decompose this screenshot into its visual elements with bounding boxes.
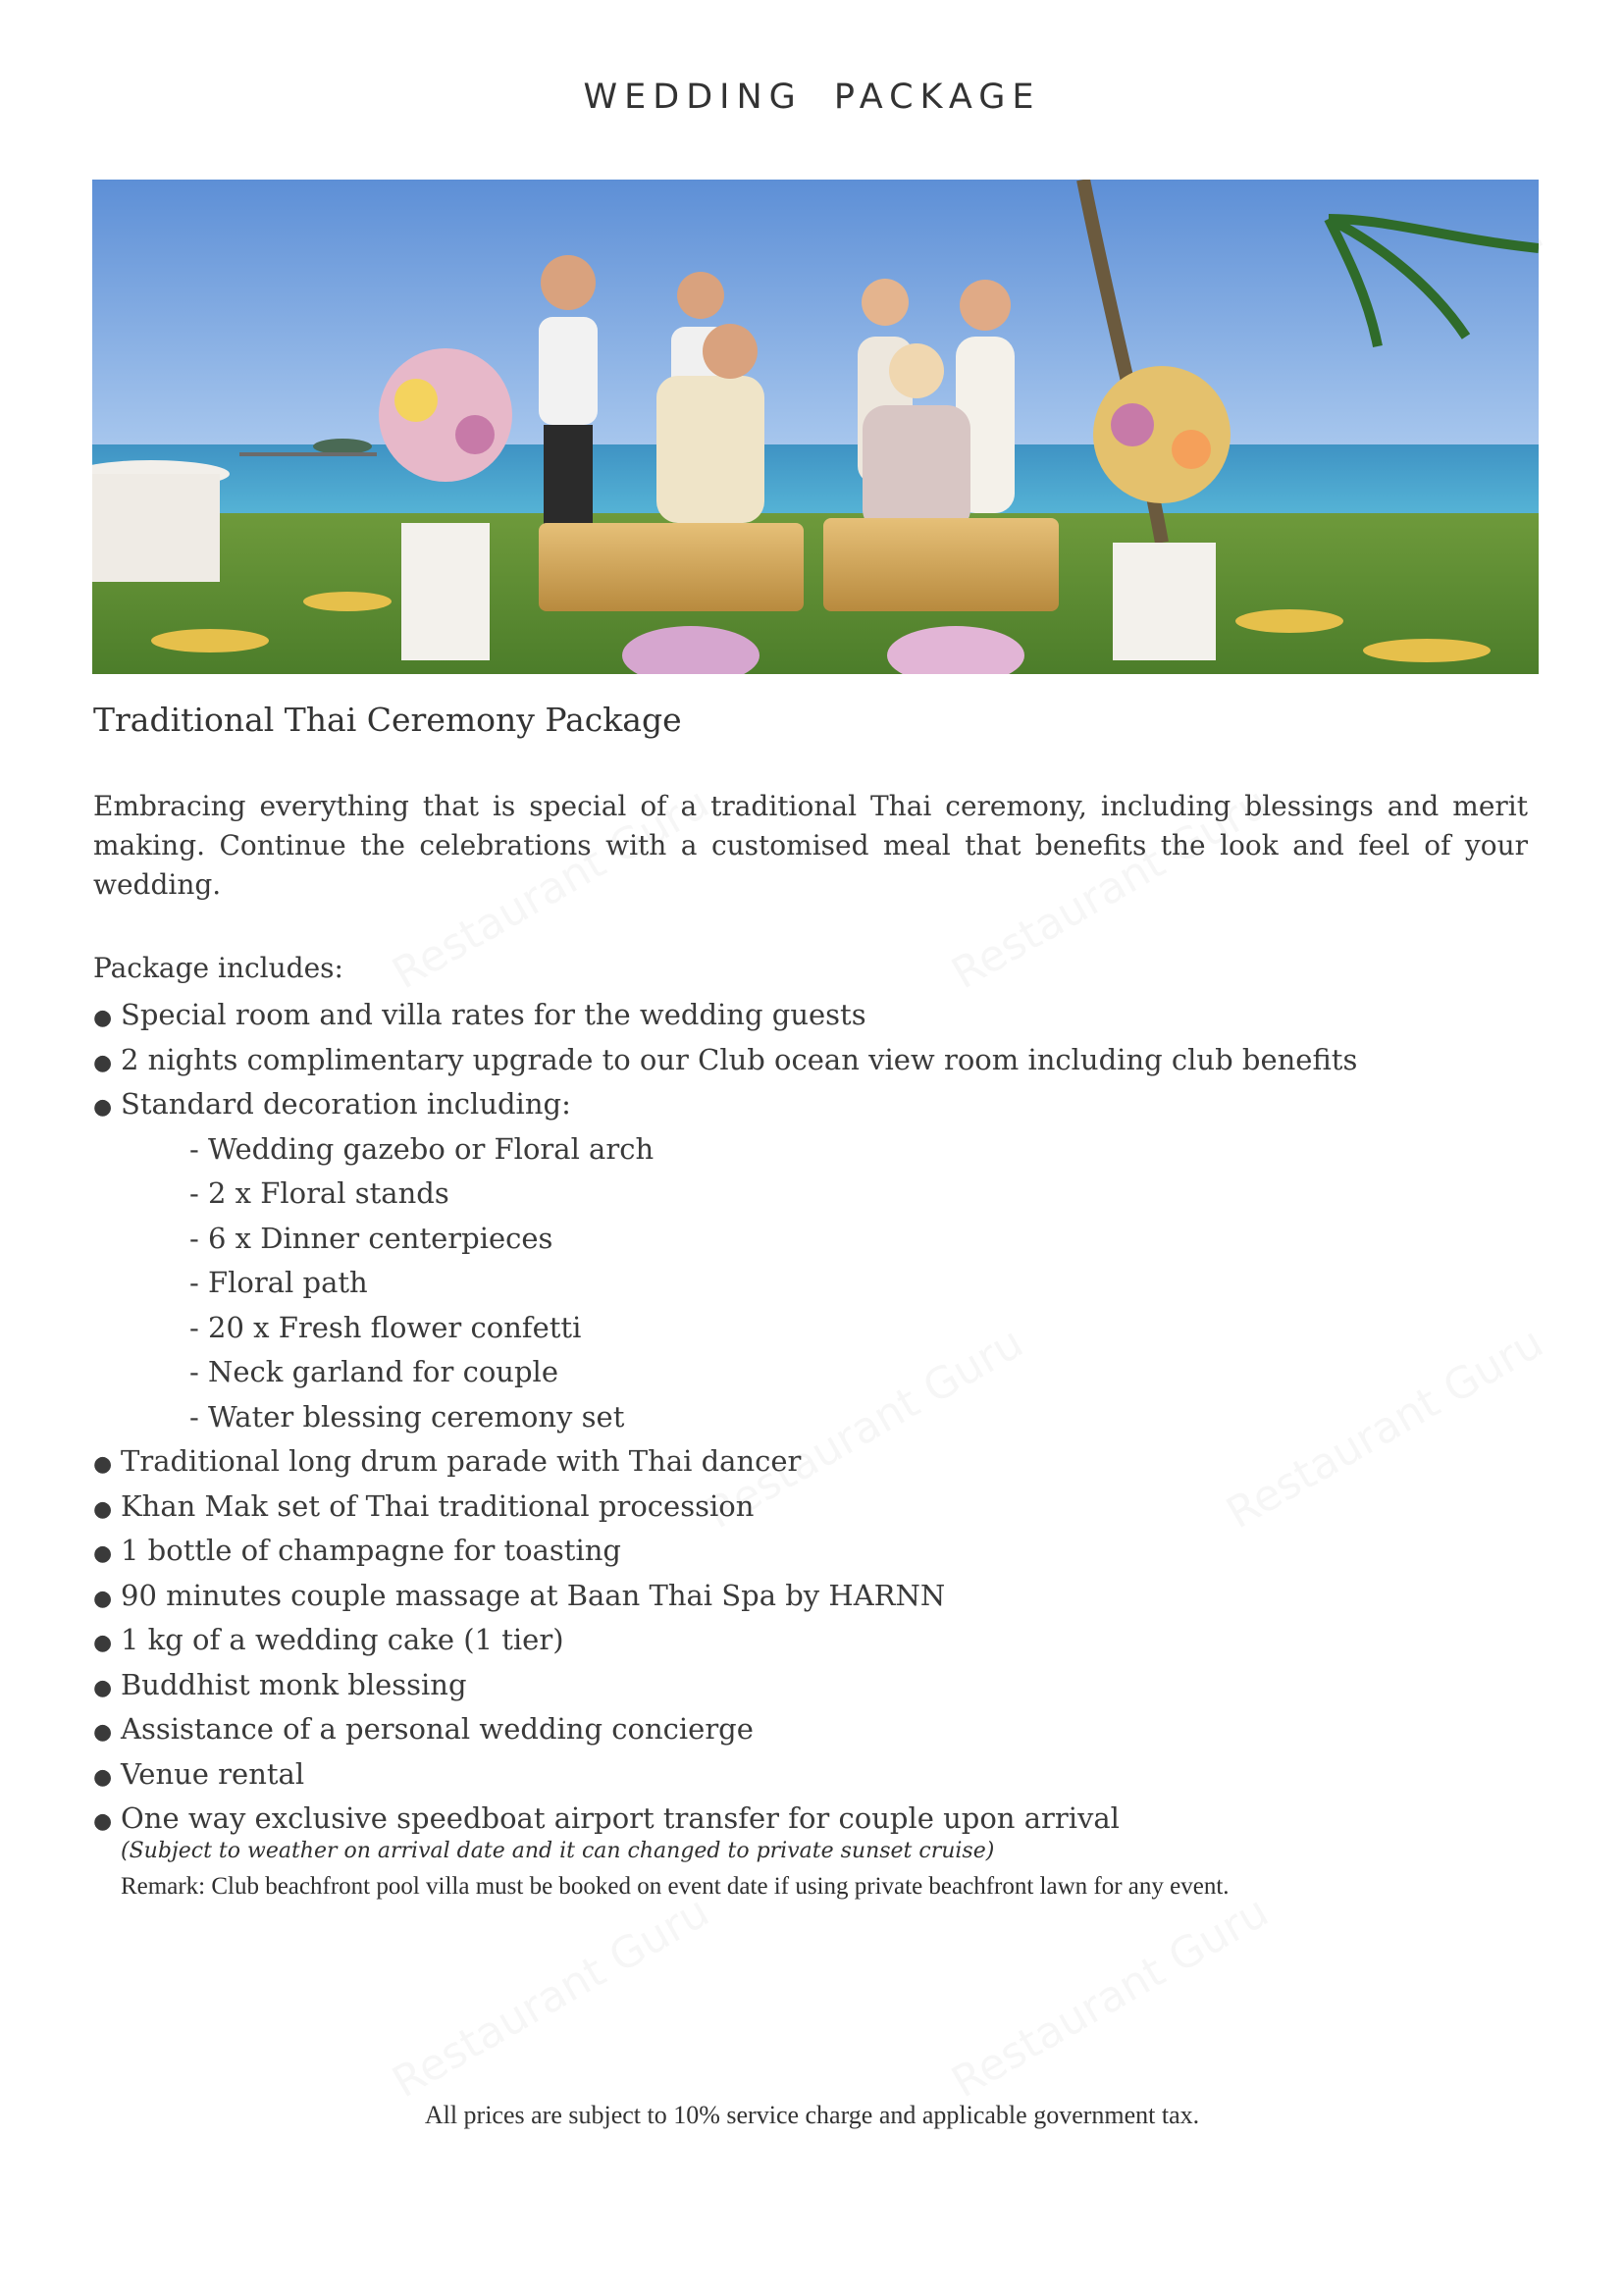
list-item-text: - Neck garland for couple (189, 1355, 558, 1388)
bullet-icon: ● (93, 1675, 113, 1700)
sub-list-item (93, 1261, 1357, 1306)
package-title: Traditional Thai Ceremony Package (93, 701, 682, 739)
bullet-icon: ● (93, 1541, 113, 1566)
sub-list-item (93, 1172, 1357, 1217)
list-item (93, 1529, 1357, 1574)
list-item (93, 1707, 1357, 1752)
list-item (93, 1574, 1357, 1619)
list-item-text: Standard decoration including: (121, 1087, 571, 1121)
list-item-text: 1 bottle of champagne for toasting (121, 1534, 621, 1567)
list-item-text: Traditional long drum parade with Thai dancer (121, 1444, 802, 1478)
sub-list-item (93, 1127, 1357, 1173)
list-item-text: Khan Mak set of Thai traditional procession (121, 1488, 755, 1523)
list-item (93, 993, 1357, 1038)
intro-paragraph: Embracing everything that is special of a traditional Thai ceremony, including blessings and merit making. Continue the celebrations with a customised meal that benefits the look and feel of your wedding. (93, 790, 1528, 901)
list-item (93, 1618, 1357, 1663)
list-item-text: Buddhist monk blessing (121, 1667, 467, 1701)
bullet-icon: ● (93, 1809, 113, 1834)
list-item-text: - Wedding gazebo or Floral arch (189, 1131, 655, 1166)
weather-note: (Subject to weather on arrival date and it can changed to private sunset cruise) (121, 1839, 995, 1863)
list-item (93, 1485, 1357, 1530)
page-title: WEDDING PACKAGE (583, 78, 1041, 118)
sub-list-item (93, 1395, 1357, 1440)
list-item-text: 90 minutes couple massage at Baan Thai Spa by HARNN (121, 1578, 946, 1612)
bullet-icon: ● (93, 1050, 113, 1075)
sub-list-item (93, 1350, 1357, 1395)
list-item-text: - Floral path (189, 1266, 368, 1299)
bullet-icon: ● (93, 1586, 113, 1611)
list-item-text: Venue rental (121, 1756, 305, 1791)
list-item (93, 1663, 1357, 1708)
bullet-icon: ● (93, 1631, 113, 1655)
list-item-text: 1 kg of a wedding cake (1 tier) (121, 1623, 564, 1656)
watermark (944, 1887, 1278, 2109)
list-item (93, 1439, 1357, 1485)
sub-list-item (93, 1306, 1357, 1351)
bullet-icon: ● (93, 1452, 113, 1477)
watermark (385, 1887, 718, 2109)
hero-image (92, 180, 1539, 674)
list-item-text: Special room and villa rates for the wedding guests (121, 998, 866, 1031)
bullet-icon: ● (93, 1720, 113, 1745)
bullet-icon: ● (93, 1764, 113, 1790)
list-item (93, 1752, 1357, 1798)
bullet-icon: ● (93, 1496, 113, 1522)
includes-list (93, 993, 1357, 1842)
includes-heading: Package includes: (93, 952, 343, 984)
list-item (93, 1797, 1357, 1842)
list-item (93, 1082, 1357, 1127)
bullet-icon: ● (93, 1006, 113, 1030)
remark: Remark: Club beachfront pool villa must be booked on event date if using private beachfront lawn for any event. (121, 1873, 1230, 1900)
list-item-text: - 2 x Floral stands (189, 1176, 449, 1210)
footer-note: All prices are subject to 10% service charge and applicable government tax. (424, 2101, 1200, 2129)
list-item-text: - Water blessing ceremony set (189, 1399, 625, 1434)
list-item-text: One way exclusive speedboat airport transfer for couple upon arrival (121, 1801, 1120, 1835)
list-item-text: Assistance of a personal wedding concierge (121, 1712, 754, 1746)
list-item-text: 2 nights complimentary upgrade to our Club ocean view room including club benefits (121, 1042, 1358, 1076)
sub-list-item (93, 1217, 1357, 1262)
bullet-icon: ● (93, 1095, 113, 1120)
list-item (93, 1038, 1357, 1083)
list-item-text: - 6 x Dinner centerpieces (189, 1221, 553, 1255)
list-item-text: - 20 x Fresh flower confetti (189, 1310, 582, 1344)
